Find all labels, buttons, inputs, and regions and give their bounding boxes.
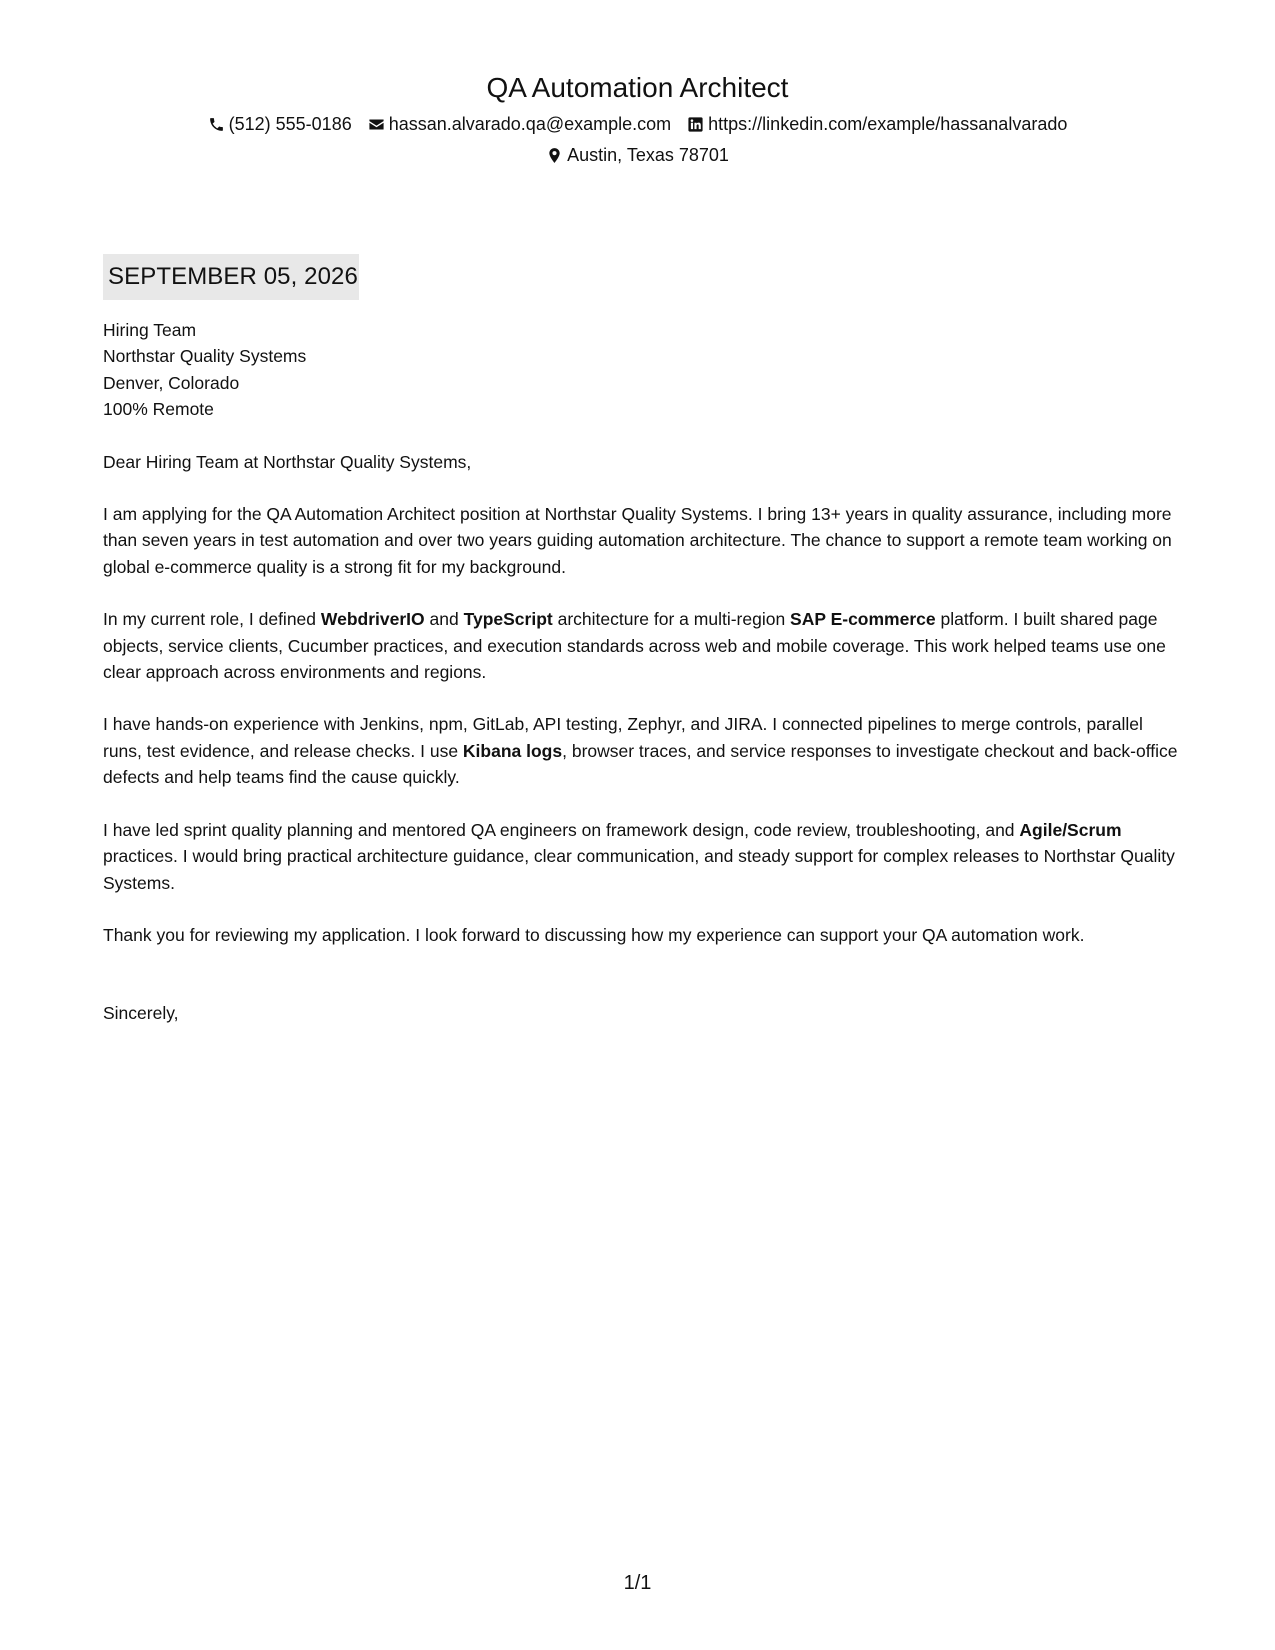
recipient-line: 100% Remote	[103, 399, 214, 420]
recipient-block	[103, 317, 1178, 423]
bold-term: Kibana logs	[462, 740, 563, 761]
phone-icon	[208, 116, 225, 133]
paragraph-intro: I am applying for the QA Automation Architect position at Northstar Quality Systems. I bring 13+ years in quality assurance, including more than seven years in test automation and over two years guiding automation architecture. The chance to support a remote team working on global e-commerce quality is a strong fit for my background.	[103, 504, 1172, 577]
map-pin-icon	[546, 147, 563, 164]
bold-term: WebdriverIO	[320, 609, 425, 630]
linkedin-icon	[687, 116, 704, 133]
email-text[interactable]: hassan.alvarado.qa@example.com	[388, 114, 672, 134]
text-run: and	[424, 609, 464, 630]
paragraph-thanks: Thank you for reviewing my application. I look forward to discussing how my experience can support your QA automation work.	[103, 924, 1085, 945]
envelope-icon	[368, 116, 385, 133]
recipient-line: Hiring Team	[103, 320, 197, 340]
contact-phone	[208, 112, 352, 136]
text-run: platform. I built shared page objects, service clients, Cucumber practices, and execution standards across web and mobile coverage. This work helped teams use one clear approach across environments and regions.	[103, 609, 1166, 683]
recipient-line: Northstar Quality Systems	[103, 346, 307, 367]
contact-email[interactable]	[368, 112, 671, 136]
text-run: In my current role, I defined	[103, 609, 321, 630]
paragraph-current-role	[103, 606, 1178, 685]
recipient-line: Denver, Colorado	[103, 372, 240, 393]
text-run: architecture for a multi-region	[552, 609, 791, 630]
letter-header	[0, 70, 1275, 167]
text-run: practices. I would bring practical architecture guidance, clear communication, and steady support for complex releases to Northstar Quality Systems.	[103, 846, 1175, 893]
text-run: , browser traces, and service responses to investigate checkout and back-office defects and help teams find the cause quickly.	[103, 740, 1178, 788]
location-text: Austin, Texas 78701	[567, 145, 729, 165]
letter-date: SEPTEMBER 05, 2026	[103, 254, 359, 300]
text-run: I have hands-on experience with Jenkins, npm, GitLab, API testing, Zephyr, and JIRA. I connected pipelines to merge controls, parallel runs, test evidence, and release checks. I use	[103, 714, 1143, 761]
paragraph-leadership	[103, 817, 1178, 896]
bold-term: Agile/Scrum	[1019, 819, 1122, 840]
page-number: 1/1	[623, 1572, 652, 1594]
job-title: QA Automation Architect	[486, 72, 789, 103]
contact-row	[0, 112, 1275, 136]
paragraph-tooling	[103, 711, 1178, 790]
linkedin-text[interactable]: https://linkedin.com/example/hassanalvarado	[708, 114, 1068, 134]
location-row	[0, 143, 1275, 167]
phone-text: (512) 555-0186	[228, 114, 352, 134]
salutation: Dear Hiring Team at Northstar Quality Systems,	[103, 451, 472, 472]
bold-term: TypeScript	[463, 609, 553, 630]
contact-linkedin[interactable]	[687, 112, 1067, 136]
contact-location	[546, 143, 729, 167]
closing: Sincerely,	[103, 1003, 179, 1024]
bold-term: SAP E-commerce	[790, 609, 936, 630]
text-run: I have led sprint quality planning and mentored QA engineers on framework design, code review, troubleshooting, and	[103, 819, 1020, 840]
letter-body	[103, 254, 1178, 1027]
